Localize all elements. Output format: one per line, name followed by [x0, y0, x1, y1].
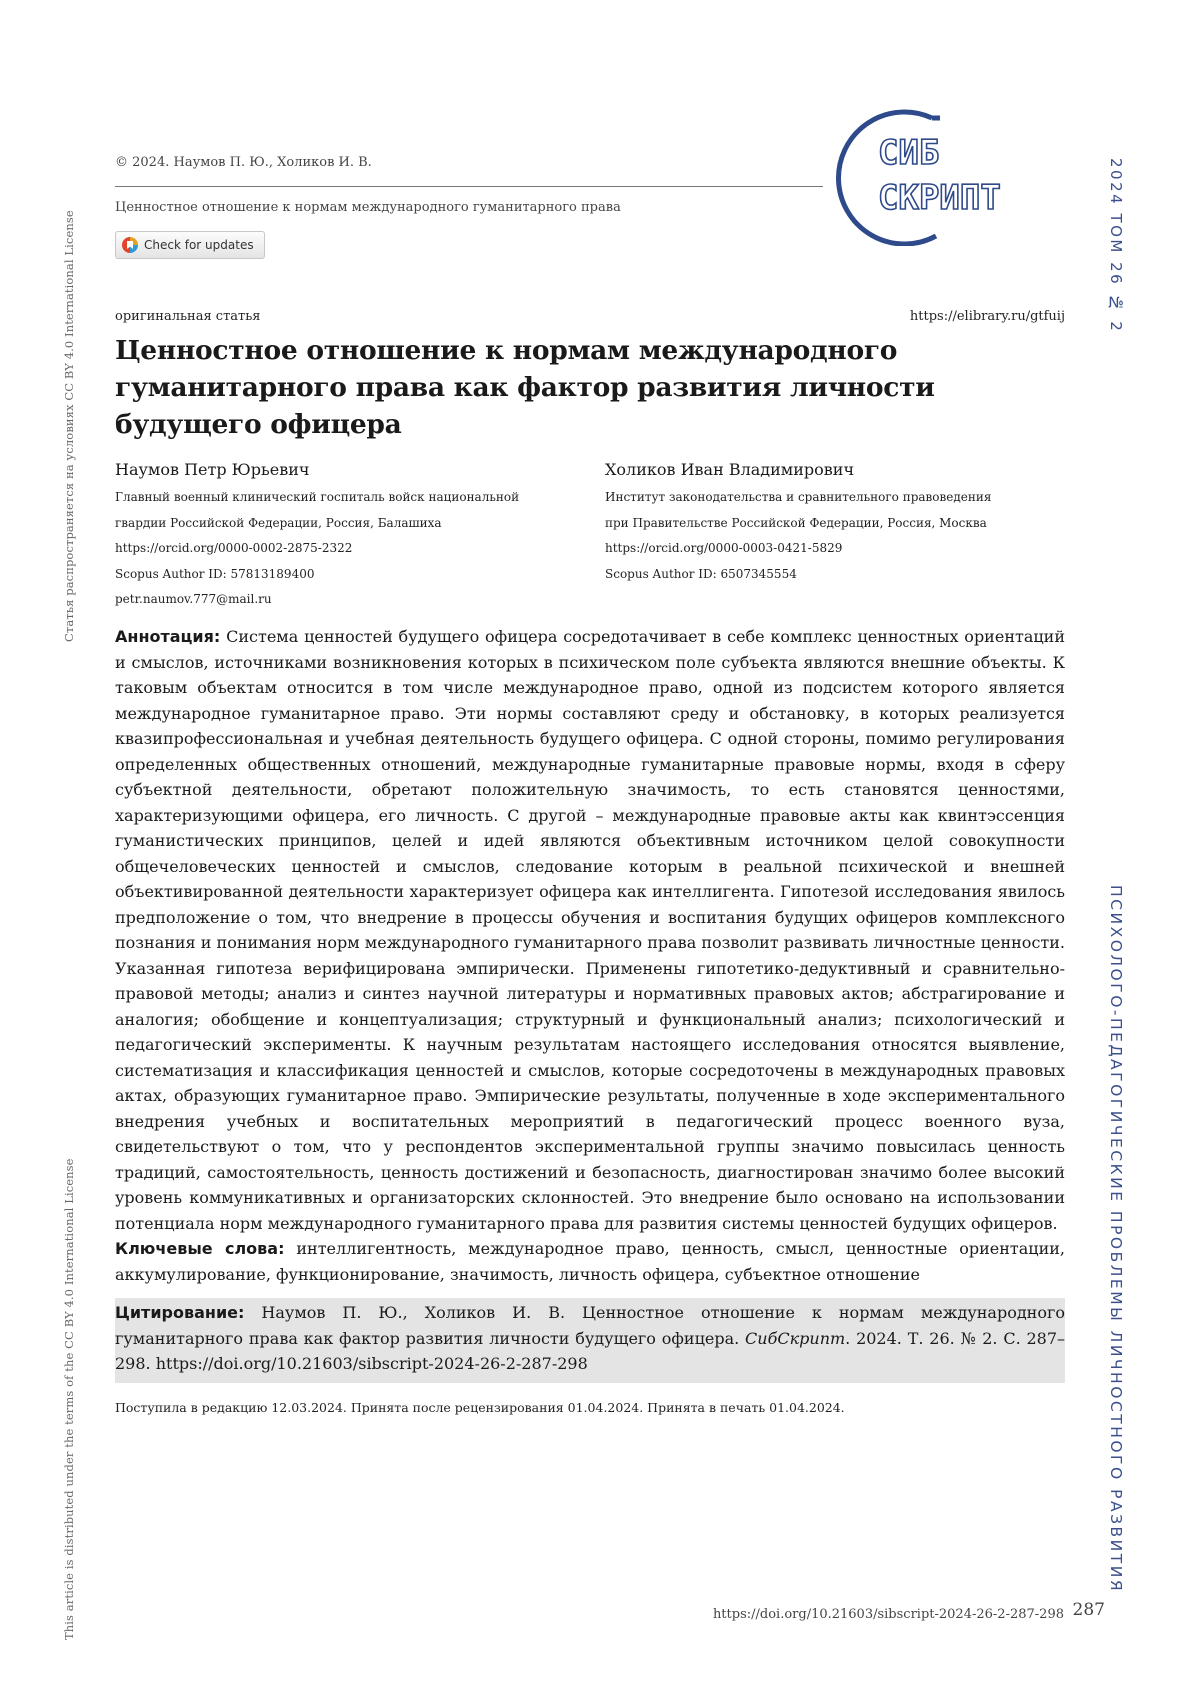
- author-scopus-id: Scopus Author ID: 6507345554: [605, 566, 797, 581]
- author-orcid-link[interactable]: https://orcid.org/0000-0003-0421-5829: [605, 541, 843, 555]
- abstract: [115, 624, 1065, 1236]
- page-number: 287: [1072, 1600, 1105, 1620]
- author-1: [115, 460, 585, 613]
- author-affiliation: гвардии Российской Федерации, Россия, Балашиха: [115, 515, 442, 530]
- abstract-text: Система ценностей будущего офицера сосредотачивает в себе комплекс ценностных ориентаций и смыслов, источниками возникновения которых в психическом поле субъекта являются внешние объекты. К таковым объектам относится в том числе международное право, одной из подсистем которого является международное гуманитарное право. Эти нормы составляют среду и обстановку, в которых реализуется квазипрофессиональная и учебная деятельность будущего офицера. С одной стороны, помимо регулирования определенных общественных отношений, международные гуманитарные правовые нормы, входя в сферу субъектной деятельности, обретают положительную значимость, то есть становятся ценностями, характеризующими офицера, его личность. С другой – международные правовые акты как квинтэссенция гуманистических принципов, целей и идей являются объективным источником целой совокупности общечеловеческих ценностей и смыслов, следование которым в реальной психической и внешней объективированной деятельности характеризует офицера как интеллигента. Гипотезой исследования явилось предположение о том, что внедрение в процессы обучения и воспитания будущих офицеров комплексного познания и понимания норм международного гуманитарного права позволит развивать личностные ценности. Указанная гипотеза верифицирована эмпирически. Применены гипотетико-дедуктивный и сравнительно-правовой методы; анализ и синтез научной литературы и нормативных правовых актов; абстрагирование и аналогия; обобщение и концептуализация; структурный и функциональный анализ; психологический и педагогический эксперименты. К научным результатам настоящего исследования относятся выявление, систематизация и классификация ценностей и смыслов, которые сосредоточены в международных правовых актах, образующих гуманитарное право. Эмпирические результаты, полученные в ходе экспериментального внедрения учебных и воспитательных мероприятий в педагогический процесс военного вуза, свидетельствуют о том, что у респондентов экспериментальной группы значимо повысилась ценность традиций, самостоятельность, ценность достижений и безопасность, диагностирован значимо более высокий уровень коммуникативных и организаторских склонностей. Это внедрение было основано на использовании потенциала норм международного гуманитарного права для развития системы ценностей будущих офицеров.: [115, 627, 1065, 1233]
- author-affiliation: при Правительстве Российской Федерации, Россия, Москва: [605, 515, 987, 530]
- check-for-updates-label: Check for updates: [144, 238, 254, 252]
- logo-text-line2: СКРИПТ: [878, 178, 1001, 218]
- license-notice-en: This article is distributed under the terms of the CC BY 4.0 International License: [62, 1158, 76, 1640]
- copyright: © 2024. Наумов П. Ю., Холиков И. В.: [115, 155, 372, 170]
- article-type: оригинальная статья: [115, 309, 261, 324]
- keywords-label: Ключевые слова:: [115, 1239, 285, 1258]
- author-2: [605, 460, 1075, 587]
- citation-text-tail: . 2024. Т. 26. № 2. С. 287–298. https://doi.org/10.21603/sibscript-2024-26-2-287-298: [115, 1328, 1066, 1373]
- volume-issue-vertical: 2024 ТОМ 26 № 2: [1107, 158, 1125, 334]
- license-notice-ru: Статья распространяется на условиях CC BY 4.0 International License: [62, 210, 76, 642]
- crossmark-icon: [122, 237, 138, 253]
- check-for-updates-button[interactable]: [115, 231, 265, 259]
- section-name-vertical: ПСИХОЛОГО-ПЕДАГОГИЧЕСКИЕ ПРОБЛЕМЫ ЛИЧНОСТНОГО РАЗВИТИЯ: [1107, 885, 1125, 1594]
- author-scopus-id: Scopus Author ID: 57813189400: [115, 566, 315, 581]
- keywords-text: интеллигентность, международное право, ценность, смысл, ценностные ориентации, аккумулирование, функционирование, значимость, личность офицера, субъектное отношение: [115, 1239, 1066, 1284]
- citation-label: Цитирование:: [115, 1303, 245, 1322]
- submission-dates: Поступила в редакцию 12.03.2024. Принята после рецензирования 01.04.2024. Принята в печать 01.04.2024.: [115, 1400, 845, 1415]
- citation-box: [115, 1298, 1065, 1383]
- keywords: [115, 1236, 1065, 1287]
- author-affiliation: Главный военный клинический госпиталь войск национальной: [115, 490, 520, 504]
- footer-doi-link[interactable]: https://doi.org/10.21603/sibscript-2024-26-2-287-298: [712, 1607, 1064, 1622]
- header-divider: [115, 186, 823, 187]
- article-title: Ценностное отношение к нормам международного гуманитарного права как фактор развития личности будущего офицера: [115, 335, 935, 440]
- author-orcid-link[interactable]: https://orcid.org/0000-0002-2875-2322: [115, 541, 353, 555]
- journal-logo: [836, 106, 1066, 246]
- author-affiliation: Институт законодательства и сравнительного правоведения: [605, 490, 992, 504]
- author-name: Холиков Иван Владимирович: [605, 460, 855, 479]
- abstract-label: Аннотация:: [115, 627, 221, 646]
- citation-text: Наумов П. Ю., Холиков И. В. Ценностное отношение к нормам международного гуманитарного права как фактор развития личности будущего офицера.: [115, 1303, 1065, 1348]
- elibrary-link[interactable]: https://elibrary.ru/gtfuij: [909, 309, 1065, 324]
- running-title: Ценностное отношение к нормам международного гуманитарного права: [115, 200, 621, 215]
- abstract-block: [115, 624, 1065, 1287]
- logo-text-line1: СИБ: [878, 133, 940, 173]
- author-name: Наумов Петр Юрьевич: [115, 460, 310, 479]
- author-email-link[interactable]: petr.naumov.777@mail.ru: [115, 592, 272, 606]
- citation-journal: СибСкрипт: [745, 1328, 846, 1348]
- sibscript-logo-graphic: [836, 106, 1066, 246]
